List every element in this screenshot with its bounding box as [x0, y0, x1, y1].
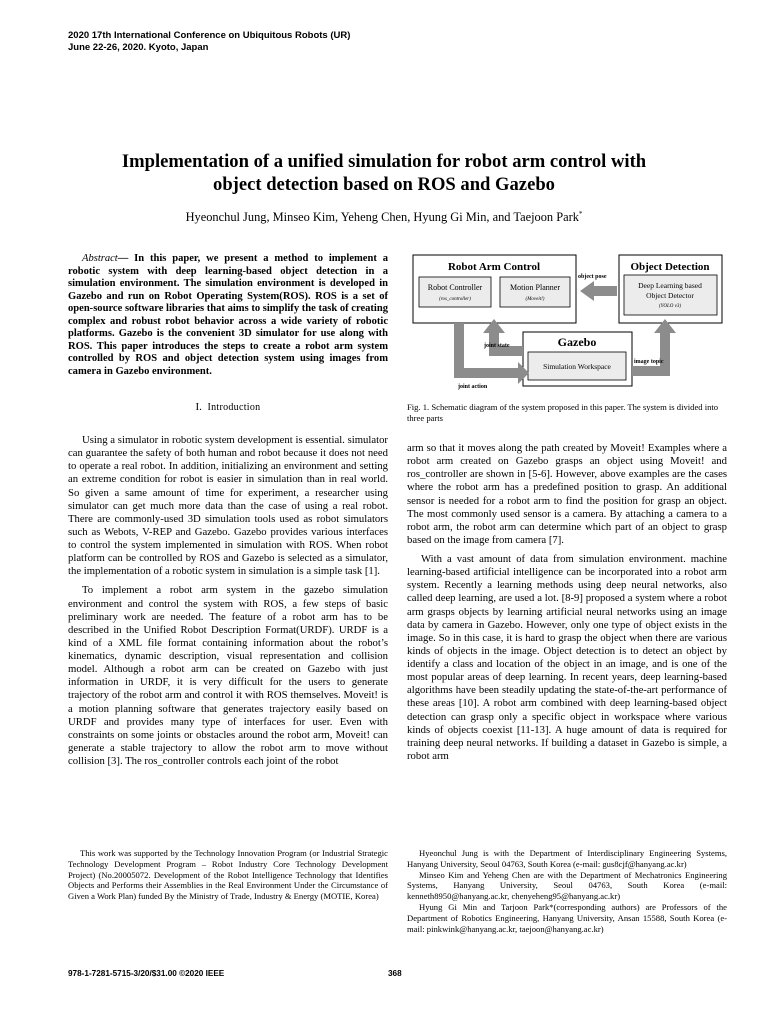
- motion-planner-box: [500, 277, 570, 307]
- joint-state-arrow: [483, 319, 523, 356]
- object-pose-label: object pose: [578, 274, 607, 280]
- conference-name: 2020 17th International Conference on Ubiquitous Robots (UR): [68, 30, 351, 41]
- corresponding-mark: *: [578, 210, 583, 218]
- page-number: 368: [388, 969, 402, 978]
- left-column-body: [68, 434, 388, 774]
- title-line-2: object detection based on ROS and Gazebo: [213, 174, 555, 195]
- isbn-line: 978-1-7281-5715-3/20/$31.00 ©2020 IEEE: [68, 969, 225, 978]
- robot-controller-sub: (ros_controller): [439, 297, 471, 302]
- section-title: Introduction: [207, 402, 261, 413]
- image-topic-arrow: [632, 319, 676, 376]
- detector-sub: (YOLO v3): [658, 304, 682, 309]
- abstract-dash: —: [117, 253, 135, 264]
- funding-text: This work was supported by the Technology Innovation Program (or Industrial Strategic Technology Development Program – Robot Industry Core Technology Development Project) (No.20005072. Development of the Robot Intelligence Technology that Identifies Objects and Performs their Assemblies in the Real Environment Under the Circumstance of Given a Work Plan) funded By the Ministry of Trade, Industry & Energy (MOTIE, Korea): [68, 848, 388, 902]
- authors-text: Hyeonchul Jung, Minseo Kim, Yeheng Chen, Hyung Gi Min, and Taejoon Park: [185, 210, 579, 225]
- affiliation-text: Minseo Kim and Yeheng Chen are with the Department of Mechatronics Engineering Systems, Hanyang University, Seoul 04763, South Korea (e-mail: kenneth8950@hanyang.ac.kr, chenyeheng95@hanyang.ac.kr): [407, 869, 727, 902]
- detector-line-1: Deep Learning based: [638, 281, 702, 290]
- robot-controller-label: Robot Controller: [427, 283, 483, 292]
- paragraph: To implement a robot arm system in the gazebo simulation environment and control the system with ROS, a few steps of basic preliminary work are needed. The feature of a robot arm has to be described in the Unified Robot Description Format(URDF). URDF is a kind of a XML file format containing information about the robot’s kinematics, dynamic description, visual representation and collision model. Although a robot arm can be created on Gazebo with just information in URDF, it is very difficult for the users to generate trajectory of the robot arm and control it with ROS themselves. Moveit! is a motion planning software that generates trajectory easily based on URDF and provides many type of interfaces for user. Even with constraints on some joints or obstacles around the robot arm, Moveit! can generate a stable trajectory to allow the robot arm to move without collision [3]. The ros_controller controls each joint of the robot: [68, 584, 388, 767]
- section-numeral: I.: [195, 401, 202, 413]
- paper-title: [40, 150, 728, 196]
- figure-1-diagram: [412, 253, 724, 393]
- paragraph: Using a simulator in robotic system development is essential. simulator can guarantee the safety of both human and robot because it does not need to operate a real robot. In addition, initializing an environment and setting an extreme condition for robot is easier in simulation than in real world. So given a same amount of time for experiment, a researcher using simulator can get much more data than the case of using a real robot. There are commonly-used 3D simulation tools used as robot simulators such as Webots, V-REP and Gazebo. Gazebo provides various interfaces to control the system implemented in simulation with ROS. When robot platform can be controlled by ROS and Gazebo is selected as a simulator, the implementation of a robotic system in simulation is a simple task [1].: [68, 434, 388, 578]
- schematic-diagram: [412, 253, 724, 393]
- abstract: [68, 253, 388, 378]
- figure-caption: Fig. 1. Schematic diagram of the system proposed in this paper. The system is divided into three parts: [407, 402, 719, 423]
- paragraph: With a vast amount of data from simulation environment. machine learning-based artificial intelligence can be incorporated into a robot arm system. Recently a learning methods using deep neural networks, also called deep learning, are used a lot. [8-9] proposed a system where a robot arm grasps objects by learning artificial neural networks using an image data by camera in Gazebo. However, only one type of object exists in the image. So in this case, it is hard to grasp the object when there are various kinds of objects in the image. Object detection is to detect an object by identify a class and location of the object in an image, and is one of the most popular areas of deep learning. In recent years, deep learning-based algorithms have been steadily updating the state-of-the-art performance of these areas [10]. A robot arm combined with deep learning-based object detection can grasp only a specific object in workspace where various kinds of objects coexist [11-13]. A huge amount of data is required for training deep neural networks. If building a dataset in Gazebo is simple, a robot arm: [407, 553, 727, 762]
- motion-planner-label: Motion Planner: [510, 283, 560, 292]
- gazebo-label: Gazebo: [557, 335, 597, 349]
- motion-planner-sub: (Moveit!): [525, 297, 545, 302]
- robot-controller-box: [419, 277, 491, 307]
- workspace-label: Simulation Workspace: [543, 362, 611, 371]
- robot-arm-control-label: Robot Arm Control: [447, 261, 541, 273]
- joint-action-label: joint action: [458, 384, 488, 390]
- affiliation-text: Hyung Gi Min and Tarjoon Park*(corresponding authors) are Professors of the Department of Robotics Engineering, Hanyang University, Ansan 15588, South Korea (e-mail: pinkwink@hanyang.ac.kr, taejoon@hanyang.ac.kr): [407, 901, 727, 934]
- joint-state-label: joint state: [484, 343, 510, 349]
- abstract-body: In this paper, we present a method to implement a robotic system with deep learning-based object detection in a simulation environment. The simulation environment is developed in Gazebo and run on Robot Operating System(ROS). ROS is a set of open-source software libraries that aims to simplify the task of creating complex and robust robot behavior across a wide variety of robotic platforms. Gazebo is the convenient 3D simulator for use along with ROS. This paper introduces the steps to create a robot arm system controlled by ROS and object detection system using images from camera in Gazebo environment.: [68, 253, 388, 377]
- conference-dates: June 22-26, 2020. Kyoto, Japan: [68, 42, 209, 53]
- author-list: [40, 207, 728, 224]
- funding-footnote: [68, 848, 388, 902]
- object-pose-arrow: [580, 281, 617, 301]
- author-affiliation-footnote: [407, 848, 727, 934]
- conference-header: [68, 30, 350, 54]
- right-column-body: [407, 442, 727, 769]
- paragraph: arm so that it moves along the path created by Moveit! Examples where a robot arm created on Gazebo grasps an object using Moveit! and ros_controller are shown in [5-6]. However, above examples are the cases where the robot arm has a predefined position to grasp. An additional sensor is needed for a robot arm to find the position for grasp an object. The most commonly used sensor is a camera. By attaching a camera to a robot arm, the robot arm can determine which part of an object to grasp based on the image from camera [7].: [407, 442, 727, 546]
- section-heading-introduction: [68, 401, 388, 413]
- image-topic-label: image topic: [634, 359, 664, 365]
- title-line-1: Implementation of a unified simulation for robot arm control with: [121, 151, 647, 172]
- abstract-lead: Abstract: [82, 253, 118, 264]
- object-detection-label: Object Detection: [630, 261, 710, 273]
- affiliation-text: Hyeonchul Jung is with the Department of Interdisciplinary Engineering Systems, Hanyang University, Seoul 04763, South Korea (e-mail: gus8cjf@hanyang.ac.kr): [407, 848, 727, 869]
- detector-line-2: Object Detector: [646, 291, 694, 300]
